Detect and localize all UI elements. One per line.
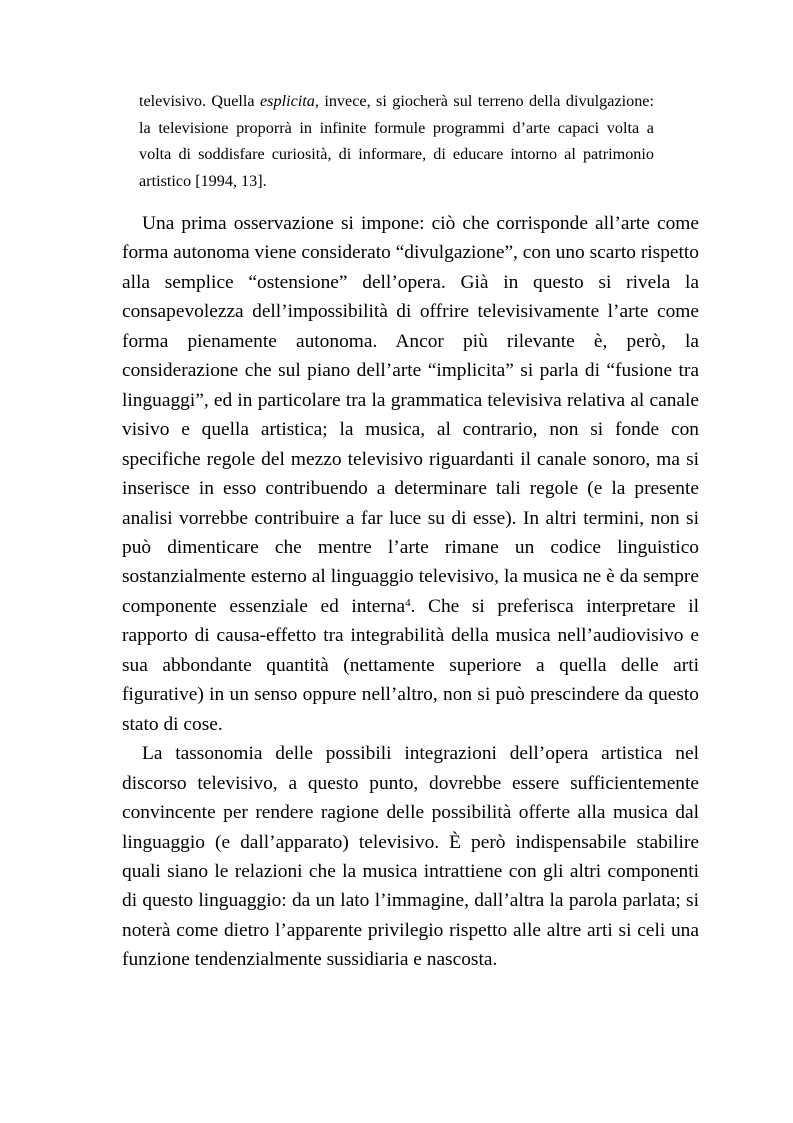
paragraph-1-text-start: Una prima osservazione si impone: ciò che corrisponde all’arte come forma autonoma viene considerato “divulgazione”, con uno scarto rispetto alla semplice “ostensione” dell’opera. Già in questo si rivela la consapevolezza dell’impossibilità di offrire televisivamente l’arte come forma pienamente autonoma. Ancor più rilevante è, però, la considerazione che sul piano dell’arte “implicita” si parla di “fusione tra linguaggi”, ed in particolare tra la grammatica televisiva relativa al canale visivo e quella artistica; la musica, al contrario, non si fonde con specifiche regole del mezzo televisivo riguardanti il canale sonoro, ma si inserisce in esso contribuendo a determinare tali regole (e la presente analisi vorrebbe contribuire a far luce su di esse). In altri termini, non si può dimenticare che mentre l’arte rimane un codice linguistico sostanzialmente esterno al linguaggio televisivo, la musica ne è da sempre componente essenziale ed interna [122,213,699,617]
body-text [122,209,699,975]
paragraph-2: La tassonomia delle possibili integrazioni dell’opera artistica nel discorso televisivo, a questo punto, dovrebbe essere sufficientemente convincente per rendere ragione delle possibilità offerte alla musica dal linguaggio (e dall’apparato) televisivo. È però indispensabile stabilire quali siano le relazioni che la musica intrattiene con gli altri componenti di questo linguaggio: da un lato l’immagine, dall’altra la parola parlata; si noterà come dietro l’apparente privilegio rispetto alle altre arti si celi una funzione tendenzialmente sussidiaria e nascosta. [122,743,699,971]
footnote-reference: 4 [405,596,411,609]
quote-text-start: televisivo. Quella [139,92,260,110]
paragraph-1 [122,209,699,739]
paragraph-1-text-end: . Che si preferisca interpretare il rapporto di causa-effetto tra integrabilità della musica nell’audiovisivo e sua abbondante quantità (nettamente superiore a quella delle arti figurative) in un senso oppure nell’altro, non si può prescindere da questo stato di cose. [122,595,699,735]
block-quote [139,88,654,194]
quote-emphasis: esplicita [260,92,315,110]
quote-text-end: , invece, si giocherà sul terreno della divulgazione: la televisione proporrà in infinite formule programmi d’arte capaci volta a volta di soddisfare curiosità, di informare, di educare intorno al patrimonio artistico [1994, 13]. [139,92,654,190]
